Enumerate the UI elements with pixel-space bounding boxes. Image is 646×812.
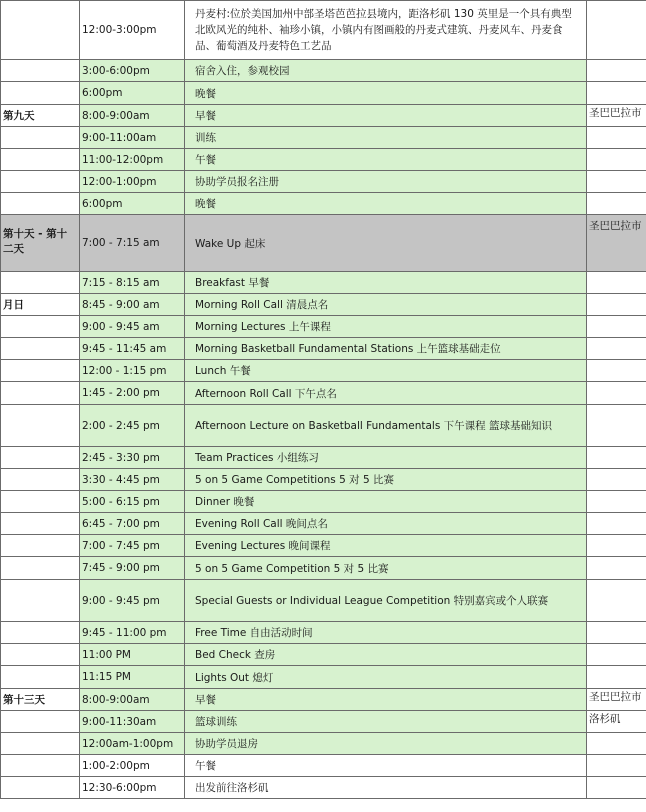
day-cell <box>1 193 80 215</box>
day-cell <box>1 171 80 193</box>
table-row <box>1 644 646 666</box>
activity-cell: 早餐 <box>185 689 587 711</box>
location-cell <box>587 149 646 171</box>
activity-cell: Breakfast 早餐 <box>185 272 587 294</box>
day-cell <box>1 382 80 405</box>
location-cell <box>587 405 646 447</box>
activity-cell: 宿舍入住，参观校园 <box>185 60 587 82</box>
location-cell <box>587 513 646 535</box>
table-row <box>1 491 646 513</box>
table-row <box>1 60 646 82</box>
table-row <box>1 666 646 689</box>
table-row <box>1 360 646 382</box>
activity-cell: 出发前往洛杉矶 <box>185 777 587 799</box>
table-row <box>1 469 646 491</box>
activity-cell: Lights Out 熄灯 <box>185 666 587 689</box>
activity-cell: 晚餐 <box>185 82 587 105</box>
time-cell: 5:00 - 6:15 pm <box>80 491 185 513</box>
location-cell <box>587 294 646 316</box>
time-cell: 7:45 - 9:00 pm <box>80 557 185 580</box>
time-cell: 7:00 - 7:45 pm <box>80 535 185 557</box>
table-row <box>1 777 646 799</box>
day-cell <box>1 513 80 535</box>
activity-cell: 晚餐 <box>185 193 587 215</box>
time-cell: 12:00-3:00pm <box>80 1 185 60</box>
activity-cell: Free Time 自由活动时间 <box>185 622 587 644</box>
activity-cell: 早餐 <box>185 105 587 127</box>
table-row <box>1 689 646 711</box>
time-cell: 9:00-11:30am <box>80 711 185 733</box>
time-cell: 12:00 - 1:15 pm <box>80 360 185 382</box>
location-cell: 圣巴巴拉市 <box>587 689 646 711</box>
day-cell <box>1 82 80 105</box>
time-cell: 9:45 - 11:45 am <box>80 338 185 360</box>
time-cell: 7:00 - 7:15 am <box>80 215 185 272</box>
location-cell <box>587 338 646 360</box>
day-cell <box>1 777 80 799</box>
day-cell <box>1 405 80 447</box>
location-cell <box>587 755 646 777</box>
location-cell <box>587 733 646 755</box>
time-cell: 2:00 - 2:45 pm <box>80 405 185 447</box>
location-cell: 圣巴巴拉市 <box>587 215 646 272</box>
table-row <box>1 622 646 644</box>
location-cell: 洛杉矶 <box>587 711 646 733</box>
location-cell <box>587 447 646 469</box>
table-row <box>1 382 646 405</box>
activity-cell: Evening Roll Call 晚间点名 <box>185 513 587 535</box>
location-cell <box>587 60 646 82</box>
time-cell: 1:00-2:00pm <box>80 755 185 777</box>
time-cell: 12:00am-1:00pm <box>80 733 185 755</box>
location-cell <box>587 382 646 405</box>
time-cell: 8:00-9:00am <box>80 689 185 711</box>
time-cell: 6:45 - 7:00 pm <box>80 513 185 535</box>
day-cell: 第十三天 <box>1 689 80 711</box>
day-cell <box>1 469 80 491</box>
activity-cell: Lunch 午餐 <box>185 360 587 382</box>
time-cell: 6:00pm <box>80 193 185 215</box>
day-cell <box>1 1 80 60</box>
day-cell <box>1 149 80 171</box>
activity-cell: Wake Up 起床 <box>185 215 587 272</box>
time-cell: 9:45 - 11:00 pm <box>80 622 185 644</box>
time-cell: 1:45 - 2:00 pm <box>80 382 185 405</box>
table-row <box>1 513 646 535</box>
time-cell: 9:00 - 9:45 am <box>80 316 185 338</box>
day-cell <box>1 60 80 82</box>
location-cell <box>587 360 646 382</box>
location-cell <box>587 272 646 294</box>
day-cell <box>1 622 80 644</box>
table-row <box>1 105 646 127</box>
time-cell: 11:00-12:00pm <box>80 149 185 171</box>
time-cell: 2:45 - 3:30 pm <box>80 447 185 469</box>
day-cell <box>1 644 80 666</box>
activity-cell: Morning Lectures 上午课程 <box>185 316 587 338</box>
time-cell: 11:00 PM <box>80 644 185 666</box>
activity-cell: 丹麦村:位於美国加州中部圣塔芭芭拉县境内，距洛杉矶 130 英里是一个具有典型北欧风光的纯朴、袖珍小镇，小镇内有图画般的丹麦式建筑、丹麦风车、丹麦食品、葡萄酒及丹麦特色工艺品 <box>185 1 587 60</box>
table-row <box>1 215 646 272</box>
location-cell <box>587 557 646 580</box>
activity-cell: Special Guests or Individual League Competition 特别嘉宾或个人联赛 <box>185 580 587 622</box>
location-cell <box>587 1 646 60</box>
table-row <box>1 1 646 60</box>
day-cell <box>1 272 80 294</box>
table-row <box>1 294 646 316</box>
day-cell <box>1 127 80 149</box>
table-row <box>1 580 646 622</box>
day-cell: 第九天 <box>1 105 80 127</box>
time-cell: 12:30-6:00pm <box>80 777 185 799</box>
time-cell: 12:00-1:00pm <box>80 171 185 193</box>
location-cell <box>587 316 646 338</box>
activity-cell: Afternoon Roll Call 下午点名 <box>185 382 587 405</box>
table-row <box>1 193 646 215</box>
location-cell <box>587 777 646 799</box>
day-cell <box>1 447 80 469</box>
activity-cell: Bed Check 查房 <box>185 644 587 666</box>
activity-cell: 午餐 <box>185 149 587 171</box>
time-cell: 9:00 - 9:45 pm <box>80 580 185 622</box>
activity-cell: Dinner 晚餐 <box>185 491 587 513</box>
activity-cell: 5 on 5 Game Competition 5 对 5 比赛 <box>185 557 587 580</box>
day-cell <box>1 316 80 338</box>
time-cell: 9:00-11:00am <box>80 127 185 149</box>
activity-cell: 篮球训练 <box>185 711 587 733</box>
activity-cell: 训练 <box>185 127 587 149</box>
table-row <box>1 338 646 360</box>
location-cell <box>587 193 646 215</box>
location-cell <box>587 491 646 513</box>
location-cell <box>587 666 646 689</box>
day-cell <box>1 557 80 580</box>
activity-cell: Team Practices 小组练习 <box>185 447 587 469</box>
activity-cell: Morning Basketball Fundamental Stations 上午篮球基础走位 <box>185 338 587 360</box>
table-row <box>1 316 646 338</box>
activity-cell: Evening Lectures 晚间课程 <box>185 535 587 557</box>
day-cell: 月日 <box>1 294 80 316</box>
time-cell: 8:45 - 9:00 am <box>80 294 185 316</box>
location-cell <box>587 82 646 105</box>
activity-cell: 午餐 <box>185 755 587 777</box>
table-row <box>1 149 646 171</box>
table-row <box>1 82 646 105</box>
day-cell: 第十天 - 第十二天 <box>1 215 80 272</box>
table-row <box>1 557 646 580</box>
time-cell: 3:30 - 4:45 pm <box>80 469 185 491</box>
location-cell <box>587 171 646 193</box>
activity-cell: Morning Roll Call 清晨点名 <box>185 294 587 316</box>
location-cell <box>587 622 646 644</box>
table-row <box>1 405 646 447</box>
table-row <box>1 535 646 557</box>
time-cell: 6:00pm <box>80 82 185 105</box>
time-cell: 3:00-6:00pm <box>80 60 185 82</box>
time-cell: 8:00-9:00am <box>80 105 185 127</box>
day-cell <box>1 666 80 689</box>
location-cell <box>587 580 646 622</box>
day-cell <box>1 580 80 622</box>
table-row <box>1 272 646 294</box>
activity-cell: Afternoon Lecture on Basketball Fundamentals 下午课程 篮球基础知识 <box>185 405 587 447</box>
day-cell <box>1 733 80 755</box>
location-cell <box>587 469 646 491</box>
table-row <box>1 447 646 469</box>
activity-cell: 5 on 5 Game Competitions 5 对 5 比赛 <box>185 469 587 491</box>
table-row <box>1 711 646 733</box>
location-cell: 圣巴巴拉市 <box>587 105 646 127</box>
table-row <box>1 127 646 149</box>
location-cell <box>587 644 646 666</box>
day-cell <box>1 755 80 777</box>
table-row <box>1 755 646 777</box>
day-cell <box>1 535 80 557</box>
day-cell <box>1 338 80 360</box>
location-cell <box>587 127 646 149</box>
activity-cell: 协助学员退房 <box>185 733 587 755</box>
table-row <box>1 171 646 193</box>
time-cell: 7:15 - 8:15 am <box>80 272 185 294</box>
day-cell <box>1 491 80 513</box>
location-cell <box>587 535 646 557</box>
table-row <box>1 733 646 755</box>
activity-cell: 协助学员报名注册 <box>185 171 587 193</box>
day-cell <box>1 360 80 382</box>
time-cell: 11:15 PM <box>80 666 185 689</box>
day-cell <box>1 711 80 733</box>
